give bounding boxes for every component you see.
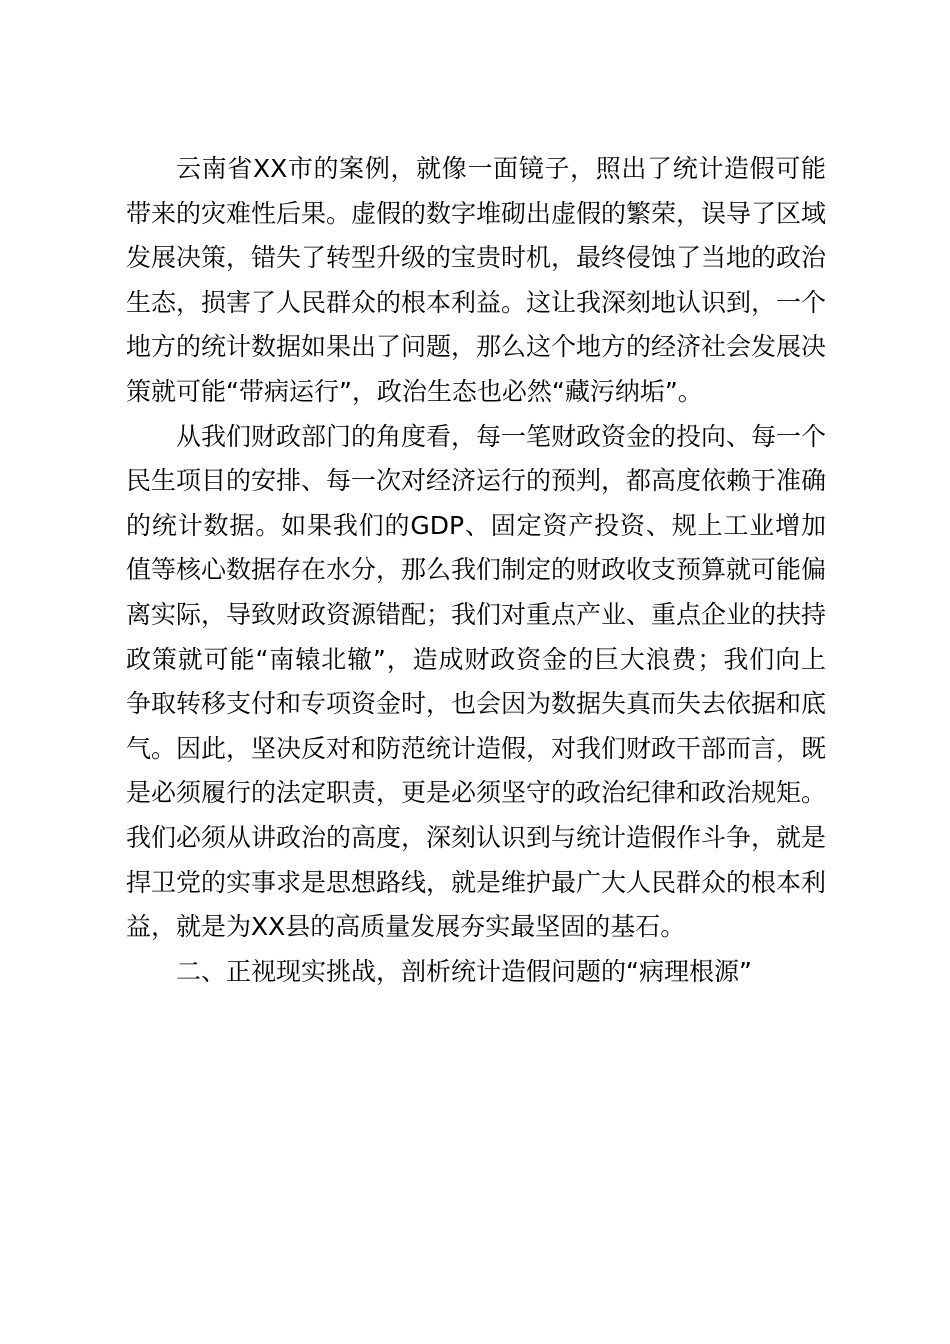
document-body	[126, 147, 826, 994]
section-heading: 二、正视现实挑战，剖析统计造假问题的“病理根源”	[176, 956, 752, 986]
paragraph-finance-perspective: 从我们财政部门的角度看，每一笔财政资金的投向、每一个民生项目的安排、每一次对经济运行的预判，都高度依赖于准确的统计数据。如果我们的GDP、固定资产投资、规上工业增加值等核心数据存在水分，那么我们制定的财政收支预算就可能偏离实际，导致财政资源错配；我们对重点产业、重点企业的扶持政策就可能“南辕北辙”，造成财政资金的巨大浪费；我们向上争取转移支付和专项资金时，也会因为数据失真而失去依据和底气。因此，坚决反对和防范统计造假，对我们财政干部而言，既是必须履行的法定职责，更是必须坚守的政治纪律和政治规矩。我们必须从讲政治的高度，深刻认识到与统计造假作斗争，就是捍卫党的实事求是思想路线，就是维护最广大人民群众的根本利益，就是为XX县的高质量发展夯实最坚固的基石。	[126, 421, 827, 942]
paragraph-yunnan-case: 云南省XX市的案例，就像一面镜子，照出了统计造假可能带来的灾难性后果。虚假的数字堆砌出虚假的繁荣，误导了区域发展决策，错失了转型升级的宝贵时机，最终侵蚀了当地的政治生态，损害了人民群众的根本利益。这让我深刻地认识到，一个地方的统计数据如果出了问题，那么这个地方的经济社会发展决策就可能“带病运行”，政治生态也必然“藏污纳垢”。	[126, 154, 827, 406]
